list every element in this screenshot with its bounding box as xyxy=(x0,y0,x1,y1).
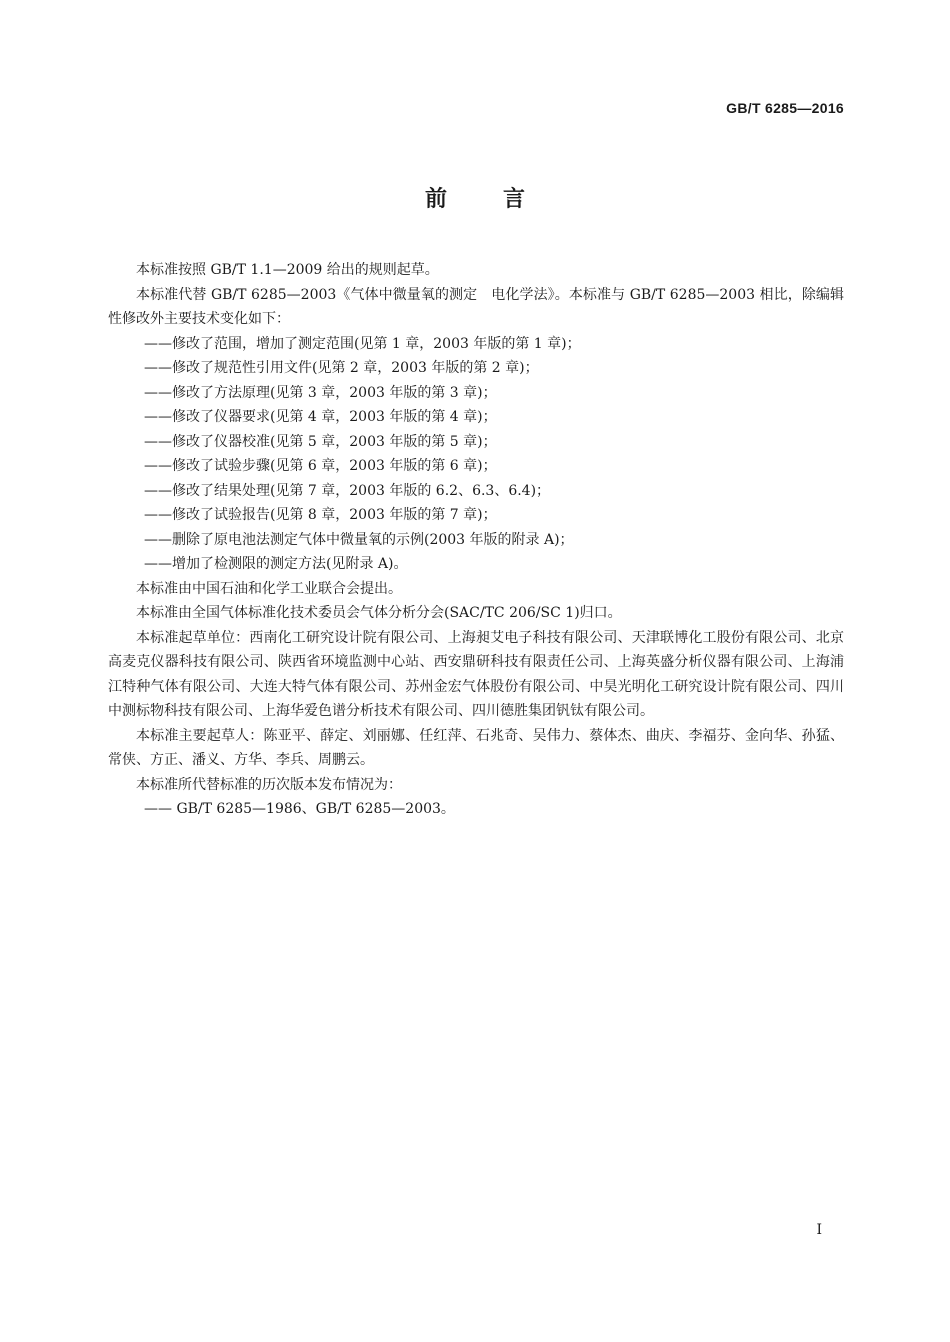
paragraph-proposer: 本标准由中国石油和化学工业联合会提出。 xyxy=(136,580,402,597)
page-number: I xyxy=(816,1222,822,1238)
paragraph-replacement: 本标准代替 GB/T 6285—2003《气体中微量氧的测定 电化学法》。本标准与 GB/T 6285—2003 相比，除编辑性修改外主要技术变化如下： xyxy=(108,286,844,327)
history-item: —— GB/T 6285—1986、GB/T 6285—2003。 xyxy=(144,801,455,817)
page-title: 前言 xyxy=(424,187,581,212)
paragraph-drafting-rules: 本标准按照 GB/T 1.1—2009 给出的规则起草。 xyxy=(136,262,439,278)
list-item: ——修改了方法原理(见第 3 章，2003 年版的第 3 章)； xyxy=(144,384,497,401)
foreword-body xyxy=(108,258,844,822)
list-item: ——修改了试验报告(见第 8 章，2003 年版的第 7 章)； xyxy=(144,507,497,523)
list-item: ——修改了仪器要求(见第 4 章，2003 年版的第 4 章)； xyxy=(144,409,497,425)
paragraph-drafters: 本标准主要起草人：陈亚平、薛定、刘丽娜、任红萍、石兆奇、吴伟力、蔡体杰、曲庆、李福芬、金向华、孙猛、常侠、方正、潘义、方华、李兵、周鹏云。 xyxy=(108,727,844,768)
paragraph-history-intro: 本标准所代替标准的历次版本发布情况为： xyxy=(136,776,402,793)
paragraph-drafting-units: 本标准起草单位：西南化工研究设计院有限公司、上海昶艾电子科技有限公司、天津联博化工股份有限公司、北京高麦克仪器科技有限公司、陕西省环境监测中心站、西安鼎研科技有限责任公司、上海英盛分析仪器有限公司、上海浦江特种气体有限公司、大连大特气体有限公司、苏州金宏气体股份有限公司、中昊光明化工研究设计院有限公司、四川中测标物科技有限公司、上海华爱色谱分析技术有限公司、四川德胜集团钒钛有限公司。 xyxy=(108,629,844,719)
list-item: ——修改了结果处理(见第 7 章，2003 年版的 6.2、6.3、6.4)； xyxy=(144,482,551,499)
list-item: ——修改了仪器校准(见第 5 章，2003 年版的第 5 章)； xyxy=(144,433,497,450)
list-item: ——修改了试验步骤(见第 6 章，2003 年版的第 6 章)； xyxy=(144,458,497,474)
paragraph-committee: 本标准由全国气体标准化技术委员会气体分析分会(SAC/TC 206/SC 1)归口。 xyxy=(136,605,622,621)
list-item: ——修改了规范性引用文件(见第 2 章，2003 年版的第 2 章)； xyxy=(144,360,539,376)
standard-code-header: GB/T 6285—2016 xyxy=(726,100,844,116)
changes-list xyxy=(108,332,844,577)
list-item: ——修改了范围，增加了测定范围(见第 1 章，2003 年版的第 1 章)； xyxy=(144,335,581,352)
list-item: ——删除了原电池法测定气体中微量氧的示例(2003 年版的附录 A)； xyxy=(144,531,574,548)
list-item: ——增加了检测限的测定方法(见附录 A)。 xyxy=(144,556,408,572)
